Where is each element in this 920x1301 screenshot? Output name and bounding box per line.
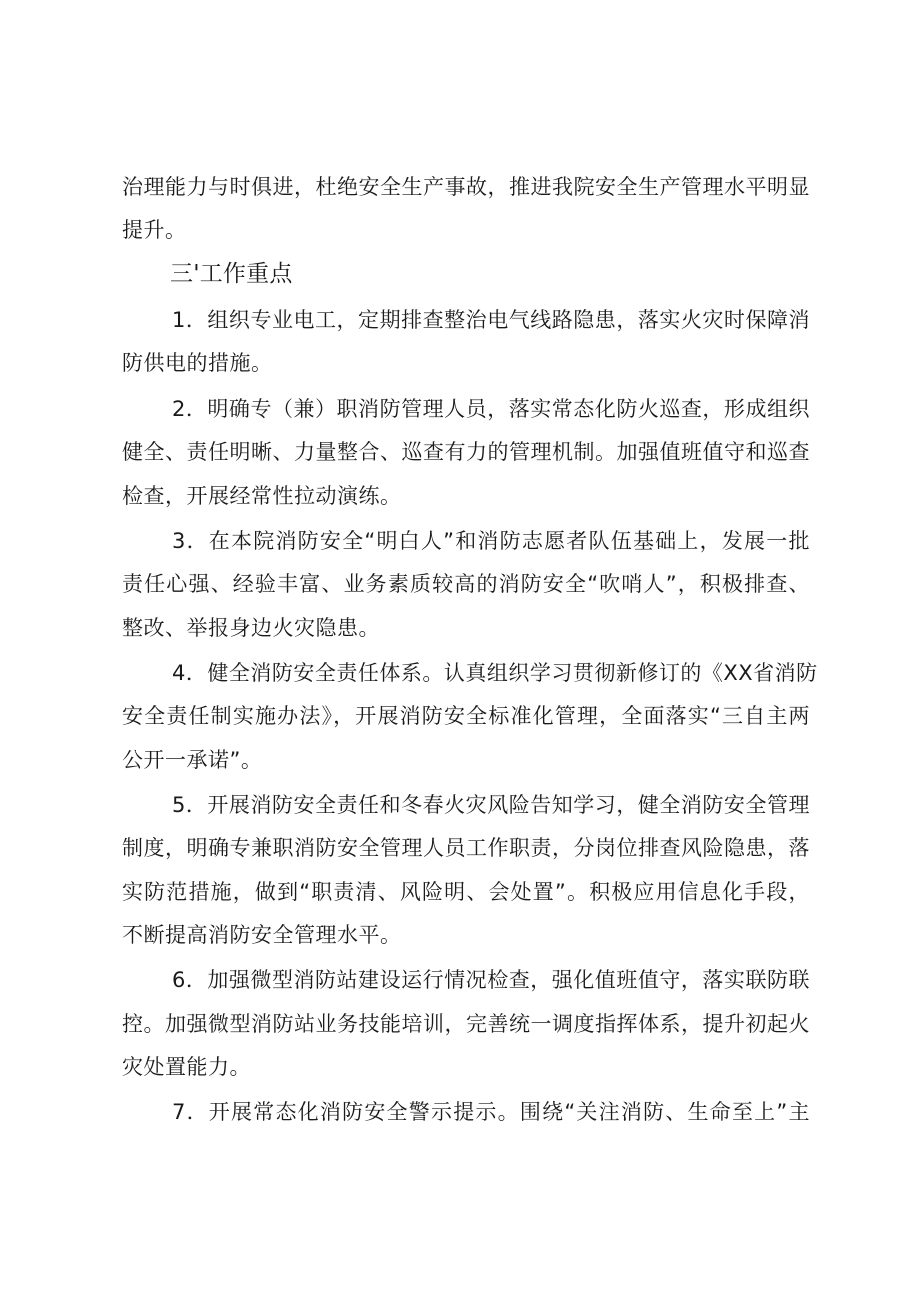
section-heading-text: 三'工作重点: [170, 261, 293, 287]
section-heading: [170, 261, 293, 287]
intro-line-1: 治理能力与时俱进，杜绝安全生产事故，推进我院安全生产管理水平明显: [122, 175, 810, 199]
item-7-line-1: 7．开展常态化消防安全警示提示。围绕“关注消防、生命至上”主: [172, 1100, 810, 1124]
item-5-line-4: 不断提高消防安全管理水平。: [122, 923, 402, 947]
item-3-line-2: 责任心强、经验丰富、业务素质较高的消防安全“吹哨人”，积极排查、: [122, 572, 810, 596]
item-6-line-3: 灾处置能力。: [122, 1055, 251, 1079]
item-6-line-1: 6．加强微型消防站建设运行情况检查，强化值班值守，落实联防联: [172, 968, 810, 992]
item-2-line-2: 健全、责任明晰、力量整合、巡查有力的管理机制。加强值班值守和巡查: [122, 440, 810, 464]
item-3-line-3: 整改、举报身边火灾隐患。: [122, 616, 380, 640]
item-2-line-1: 2．明确专（兼）职消防管理人员，落实常态化防火巡查，形成组织: [172, 397, 810, 421]
item-1-line-2: 防供电的措施。: [122, 351, 273, 375]
intro-line-2: 提升。: [122, 218, 187, 242]
item-5-line-1: 5．开展消防安全责任和冬春火灾风险告知学习，健全消防安全管理: [172, 793, 810, 817]
item-2-line-3: 检查，开展经常性拉动演练。: [122, 484, 402, 508]
item-4-line-3: 公开一承诺”。: [122, 748, 263, 772]
item-4-line-1: 4．健全消防安全责任体系。认真组织学习贯彻新修订的《XX省消防: [172, 661, 818, 685]
item-5-line-2: 制度，明确专兼职消防安全管理人员工作职责，分岗位排查风险隐患，落: [122, 836, 810, 860]
item-4-line-2: 安全责任制实施办法》，开展消防安全标准化管理，全面落实“三自主两: [122, 704, 810, 728]
item-3-line-1: 3．在本院消防安全“明白人”和消防志愿者队伍基础上，发展一批: [172, 529, 810, 553]
item-5-line-3: 实防范措施，做到“职责清、风险明、会处置”。积极应用信息化手段，: [122, 880, 810, 904]
item-1-line-1: 1．组织专业电工，定期排查整治电气线路隐患，落实火灾时保障消: [172, 308, 810, 332]
item-6-line-2: 控。加强微型消防站业务技能培训，完善统一调度指挥体系，提升初起火: [122, 1012, 810, 1036]
